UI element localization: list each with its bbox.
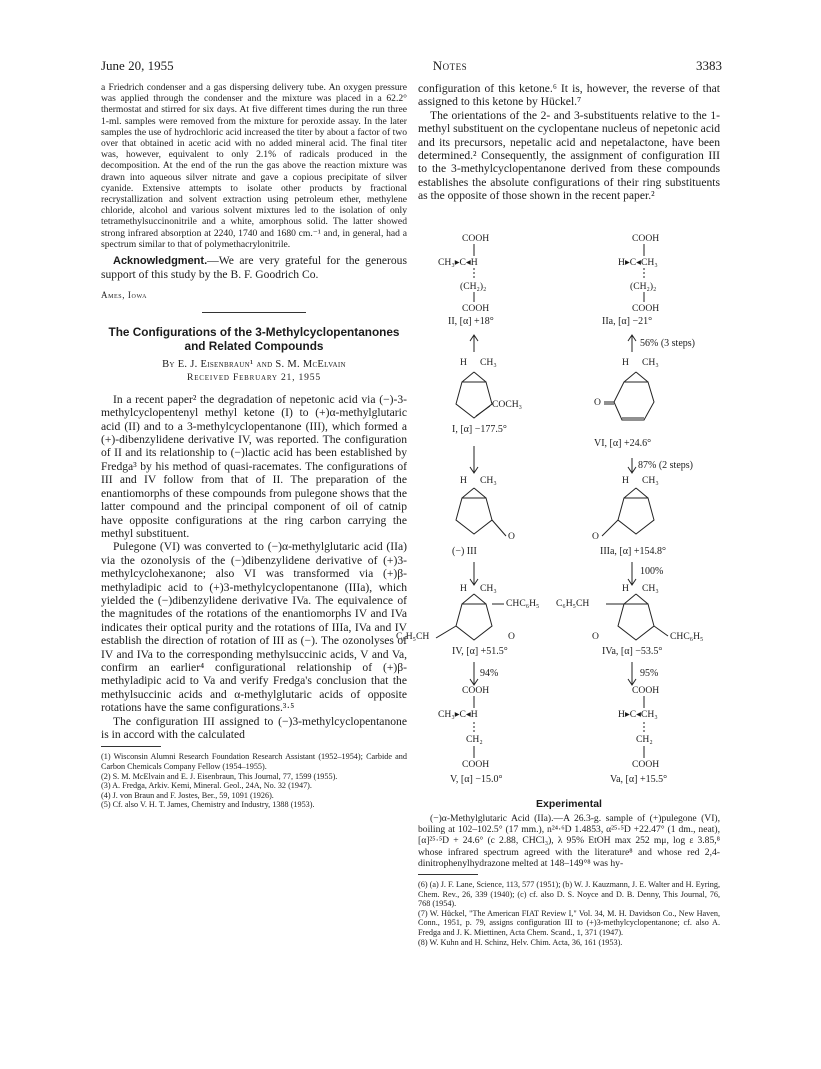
i-coch3: COCH₃ (492, 399, 522, 410)
experimental-heading: Experimental (536, 798, 602, 810)
label-II: II, [α] +18° (448, 316, 494, 327)
article-authors: By E. J. Eisenbraun¹ and S. M. McElvain (162, 358, 346, 370)
ii-ch3: CH₃ (438, 257, 455, 268)
footnote-3: (3) A. Fredga, Arkiv. Kemi, Mineral. Geol., 24A, No. 32 (1947). (101, 781, 312, 791)
footnote-5: (5) Cf. also V. H. T. James, Chemistry and Industry, 1388 (1953). (101, 800, 315, 810)
vi-h: H (622, 357, 629, 368)
iiia-h: H (622, 475, 629, 486)
label-IIIa: IIIa, [α] +154.8° (600, 546, 666, 557)
v-cooh-bottom: COOH (462, 759, 490, 770)
ii-methyl: CH₃▸C◂H (438, 257, 478, 268)
carryover-text: a Friedrich condenser and a gas dispersing delivery tube. An oxygen pressure was applied through the condenser and the mixture was placed in a 62.2° thermostat and stirred for six days. At five different times during the run three 1-ml. samples were removed from the mixture for peroxide assay. In the later samples the use of hydrochloric acid increased the titer by about a factor of two over that obtained in acetic acid with no added mineral acid. The final titer was, however, equivalent to only 2.1% of radicals produced in the decomposition. At the end of the run the gas above the reaction mixture was drawn into aqueous silver nitrate and gave a copious precipitate of silver cyanide. Extensive attempts to isolate other products by fractional recrystallization and solvent extraction using petroleum ether, methylene chloride, alcohol and various solvent mixtures led to the isolation of only tetramethylsuccinonitrile and a white, amorphous solid. The latter showed strong infrared absorption at 2240, 1740 and 1680 cm.⁻¹ and, in general, had a spectrum similar to that of polymethacrylonitrile. (101, 82, 407, 250)
footnote-8: (8) W. Kuhn and H. Schinz, Helv. Chim. Acta, 36, 161 (1953). (418, 937, 623, 947)
iv-o: O (508, 631, 515, 642)
ack-text: —We are very grateful for the generous support of this study by the B. F. Goodrich Co. (101, 254, 407, 282)
va-ch2: CH₂ (636, 734, 653, 745)
label-IVa: IVa, [α] −53.5° (602, 646, 663, 657)
footnotes-right (418, 880, 720, 947)
iva-o: O (592, 631, 599, 642)
ii-cooh-top: COOH (462, 233, 490, 244)
vi-ch3: CH₃ (642, 357, 659, 368)
va-h: H (618, 709, 625, 720)
iva-ch3: CH₃ (642, 583, 659, 594)
yield-95: 95% (640, 668, 659, 679)
right-column-top (418, 82, 720, 203)
label-IIa: IIa, [α] −21° (602, 316, 653, 327)
iva-benzylidene: C₆H₅CH (556, 598, 590, 609)
reaction-scheme (396, 232, 720, 800)
v-ch2: CH₂ (466, 734, 483, 745)
experimental-text: (−)α-Methylglutaric Acid (IIa).—A 26.3-g. sample of (+)pulegone (VI), boiling at 102–102.5° (17 mm.), n²⁴·⁶D 1.4853, α²⁵·⁵D +22.47° (1 dm., neat), [α]²⁵·⁵D + 24.6° (c 2.88, CHCl₃), λ 95% EtOH max 252 mμ, log ε 3.85,⁸ whose infrared spectrum agreed with the literature⁸ and whose red 2,4-dinitrophenylhydrazone melted at 148–149°⁸ was hy- (418, 813, 720, 869)
footnote-1: (1) Wisconsin Alumni Research Foundation Research Assistant (1952–1954); Carbide and Carbon Chemicals Company Fellow (1954–1955). (101, 752, 407, 772)
i-ch3: CH₃ (480, 357, 497, 368)
va-cooh-bottom: COOH (632, 759, 660, 770)
acknowledgment (101, 254, 407, 282)
paragraph-2: Pulegone (VI) was converted to (−)α-methylglutaric acid (IIa) via the ozonolysis of the (−)dibenzylidene derivative of (+)3-methylcyclohexanone; also VI was transformed via (+)β-methyladipic acid to (+)3-methylcyclopentanone (IIIa), which yielded the (−)dibenzylidene derivative IVa. The equivalence of the magnitudes of the rotations of the enantiomorphs IV and IVa indicates their optical purity and the rotations of IIIa, IVa and IV establish the direction of rotation of III as (−). The ozonolyses of IV and IVa to the corresponding methylsuccinic acids, V and Va, confirm an earlier⁴ configurational relationship of (+)β-methyladipic acid to Va and verify Fredga's conclusion that the methylsuccinic acids and α-methylglutaric acids of opposite rotations have the same configurations.³·⁵ (101, 540, 407, 715)
iva-h: H (622, 583, 629, 594)
iia-cooh-top: COOH (632, 233, 660, 244)
label-Va: Va, [α] +15.5° (610, 774, 668, 785)
v-h: H (470, 709, 478, 720)
article-body (101, 393, 407, 742)
ii-cooh-bottom: COOH (462, 303, 490, 314)
v-methyl: CH₃▸C◂H (438, 709, 478, 720)
iiia-o: O (592, 531, 599, 542)
footnotes-left (101, 752, 407, 810)
author-address: Ames, Iowa (101, 289, 147, 300)
iva-benzylidene-2: CHC₆H₅ (670, 631, 704, 642)
running-date: June 20, 1955 (101, 58, 174, 73)
footnote-7: (7) W. Hückel, "The American FIAT Review I," Vol. 34, M. H. Davidson Co., New Haven, Conn., 1951, p. 79, assigns configuration III to (+)3-methylcyclopentanone; cf. also A. Fredga and J. K. Miettinen, Acta Chem. Scand., 1, 371 (1947). (418, 908, 720, 937)
ii-chain: (CH₂)₂ (460, 281, 487, 292)
iia-ch3: CH₃ (641, 257, 658, 268)
ii-c: C (459, 257, 466, 268)
right-column-bottom (418, 798, 720, 947)
label-III: (−) III (452, 546, 477, 557)
iia-h: H (618, 257, 625, 268)
iii-h: H (460, 475, 467, 486)
va-ch3: CH₃ (641, 709, 658, 720)
paragraph-orientation: The orientations of the 2- and 3-substituents relative to the 1-methyl substituent on the cyclopentane nucleus of nepetonic acid and its precursors, nepetalic acid and nepetalactone, have been determined.² Consequently, the assignment of configuration III to the 3-methylcyclopentanone derived from these compounds establishes the absolute configurations of their ring substituents as the opposite of those shown in the recent paper.² (418, 108, 720, 203)
paragraph-1: In a recent paper² the degradation of nepetonic acid via (−)-3-methylcyclopentenyl methyl ketone (I) to (+)α-methylglutaric acid (II) and to a 3-methylcyclopentanone (III), which formed a (+)-dibenzylidene derivative IV, was reported. The configuration of II and its relationship to (−)lactic acid has been established by Fredga³ by his method of quasi-racemates. The configurations of III and IV follow from that of II. The preparation of the enantiomorphs of these compounds from pulegone shows that the latter compound and the principal component of oil of catnip have opposite configurations at the ring carbon carrying the methyl substituent. (101, 392, 407, 540)
v-cooh-top: COOH (462, 685, 490, 696)
label-V: V, [α] −15.0° (450, 774, 503, 785)
ii-h: H (470, 257, 478, 268)
running-section: Notes (432, 58, 468, 73)
left-column (101, 82, 407, 810)
iia-c: C (629, 257, 637, 268)
iv-h: H (460, 583, 467, 594)
article-title-line2: and Related Compounds (184, 338, 324, 353)
yield-94: 94% (480, 668, 499, 679)
label-IV: IV, [α] +51.5° (452, 646, 508, 657)
iv-benzylidene: CHC₆H₅ (506, 598, 540, 609)
carryover-paragraph (101, 82, 407, 250)
label-I: I, [α] −177.5° (452, 424, 507, 435)
received-date: Received February 21, 1955 (187, 371, 321, 383)
paragraph-3: The configuration III assigned to (−)3-methylcyclopentanone is in accord with the calculated (101, 714, 407, 742)
ack-heading: Acknowledgment. (113, 255, 208, 268)
iii-ch3: CH₃ (480, 475, 497, 486)
footnote-2: (2) S. M. McElvain and E. J. Eisenbraun, This Journal, 77, 1599 (1955). (101, 771, 338, 781)
va-methyl: H▸C◂CH₃ (618, 709, 658, 720)
footnote-rule-right (418, 874, 478, 875)
yield-100: 100% (640, 566, 664, 577)
page-number: 3383 (696, 58, 722, 73)
iia-methyl: H▸C◂CH₃ (618, 257, 658, 268)
iia-chain: (CH₂)₂ (630, 281, 657, 292)
iv-benzylidene-2: C₆H₅CH (396, 631, 430, 642)
footnote-6: (6) (a) J. F. Lane, Science, 113, 577 (1951); (b) W. J. Kauzmann, J. E. Walter and H. Eyring, Chem. Rev., 26, 339 (1940); (c) cf. also D. S. Noyce and D. B. Denny, This Journal, 76, 768 (1954). (418, 880, 721, 909)
footnote-4: (4) J. von Braun and F. Jostes, Ber., 59, 1091 (1926). (101, 790, 274, 800)
iv-ch3: CH₃ (480, 583, 497, 594)
vi-o: O (594, 397, 601, 408)
article-title-line1: The Configurations of the 3-Methylcyclopentanones (108, 324, 400, 339)
yield-56: 56% (3 steps) (640, 338, 695, 349)
va-cooh-top: COOH (632, 685, 660, 696)
label-VI: VI, [α] +24.6° (594, 438, 652, 449)
iia-cooh-bottom: COOH (632, 303, 660, 314)
iii-o: O (508, 531, 515, 542)
i-h: H (460, 357, 467, 368)
footnote-rule (101, 746, 161, 747)
paragraph-continued: configuration of this ketone.⁶ It is, however, the reverse of that assigned to this ketone by Hückel.⁷ (418, 82, 720, 109)
yield-87: 87% (2 steps) (638, 460, 693, 471)
iiia-ch3: CH₃ (642, 475, 659, 486)
v-c: C (459, 709, 466, 720)
section-divider (202, 312, 306, 313)
v-ch3: CH₃ (438, 709, 455, 720)
va-c: C (629, 709, 637, 720)
